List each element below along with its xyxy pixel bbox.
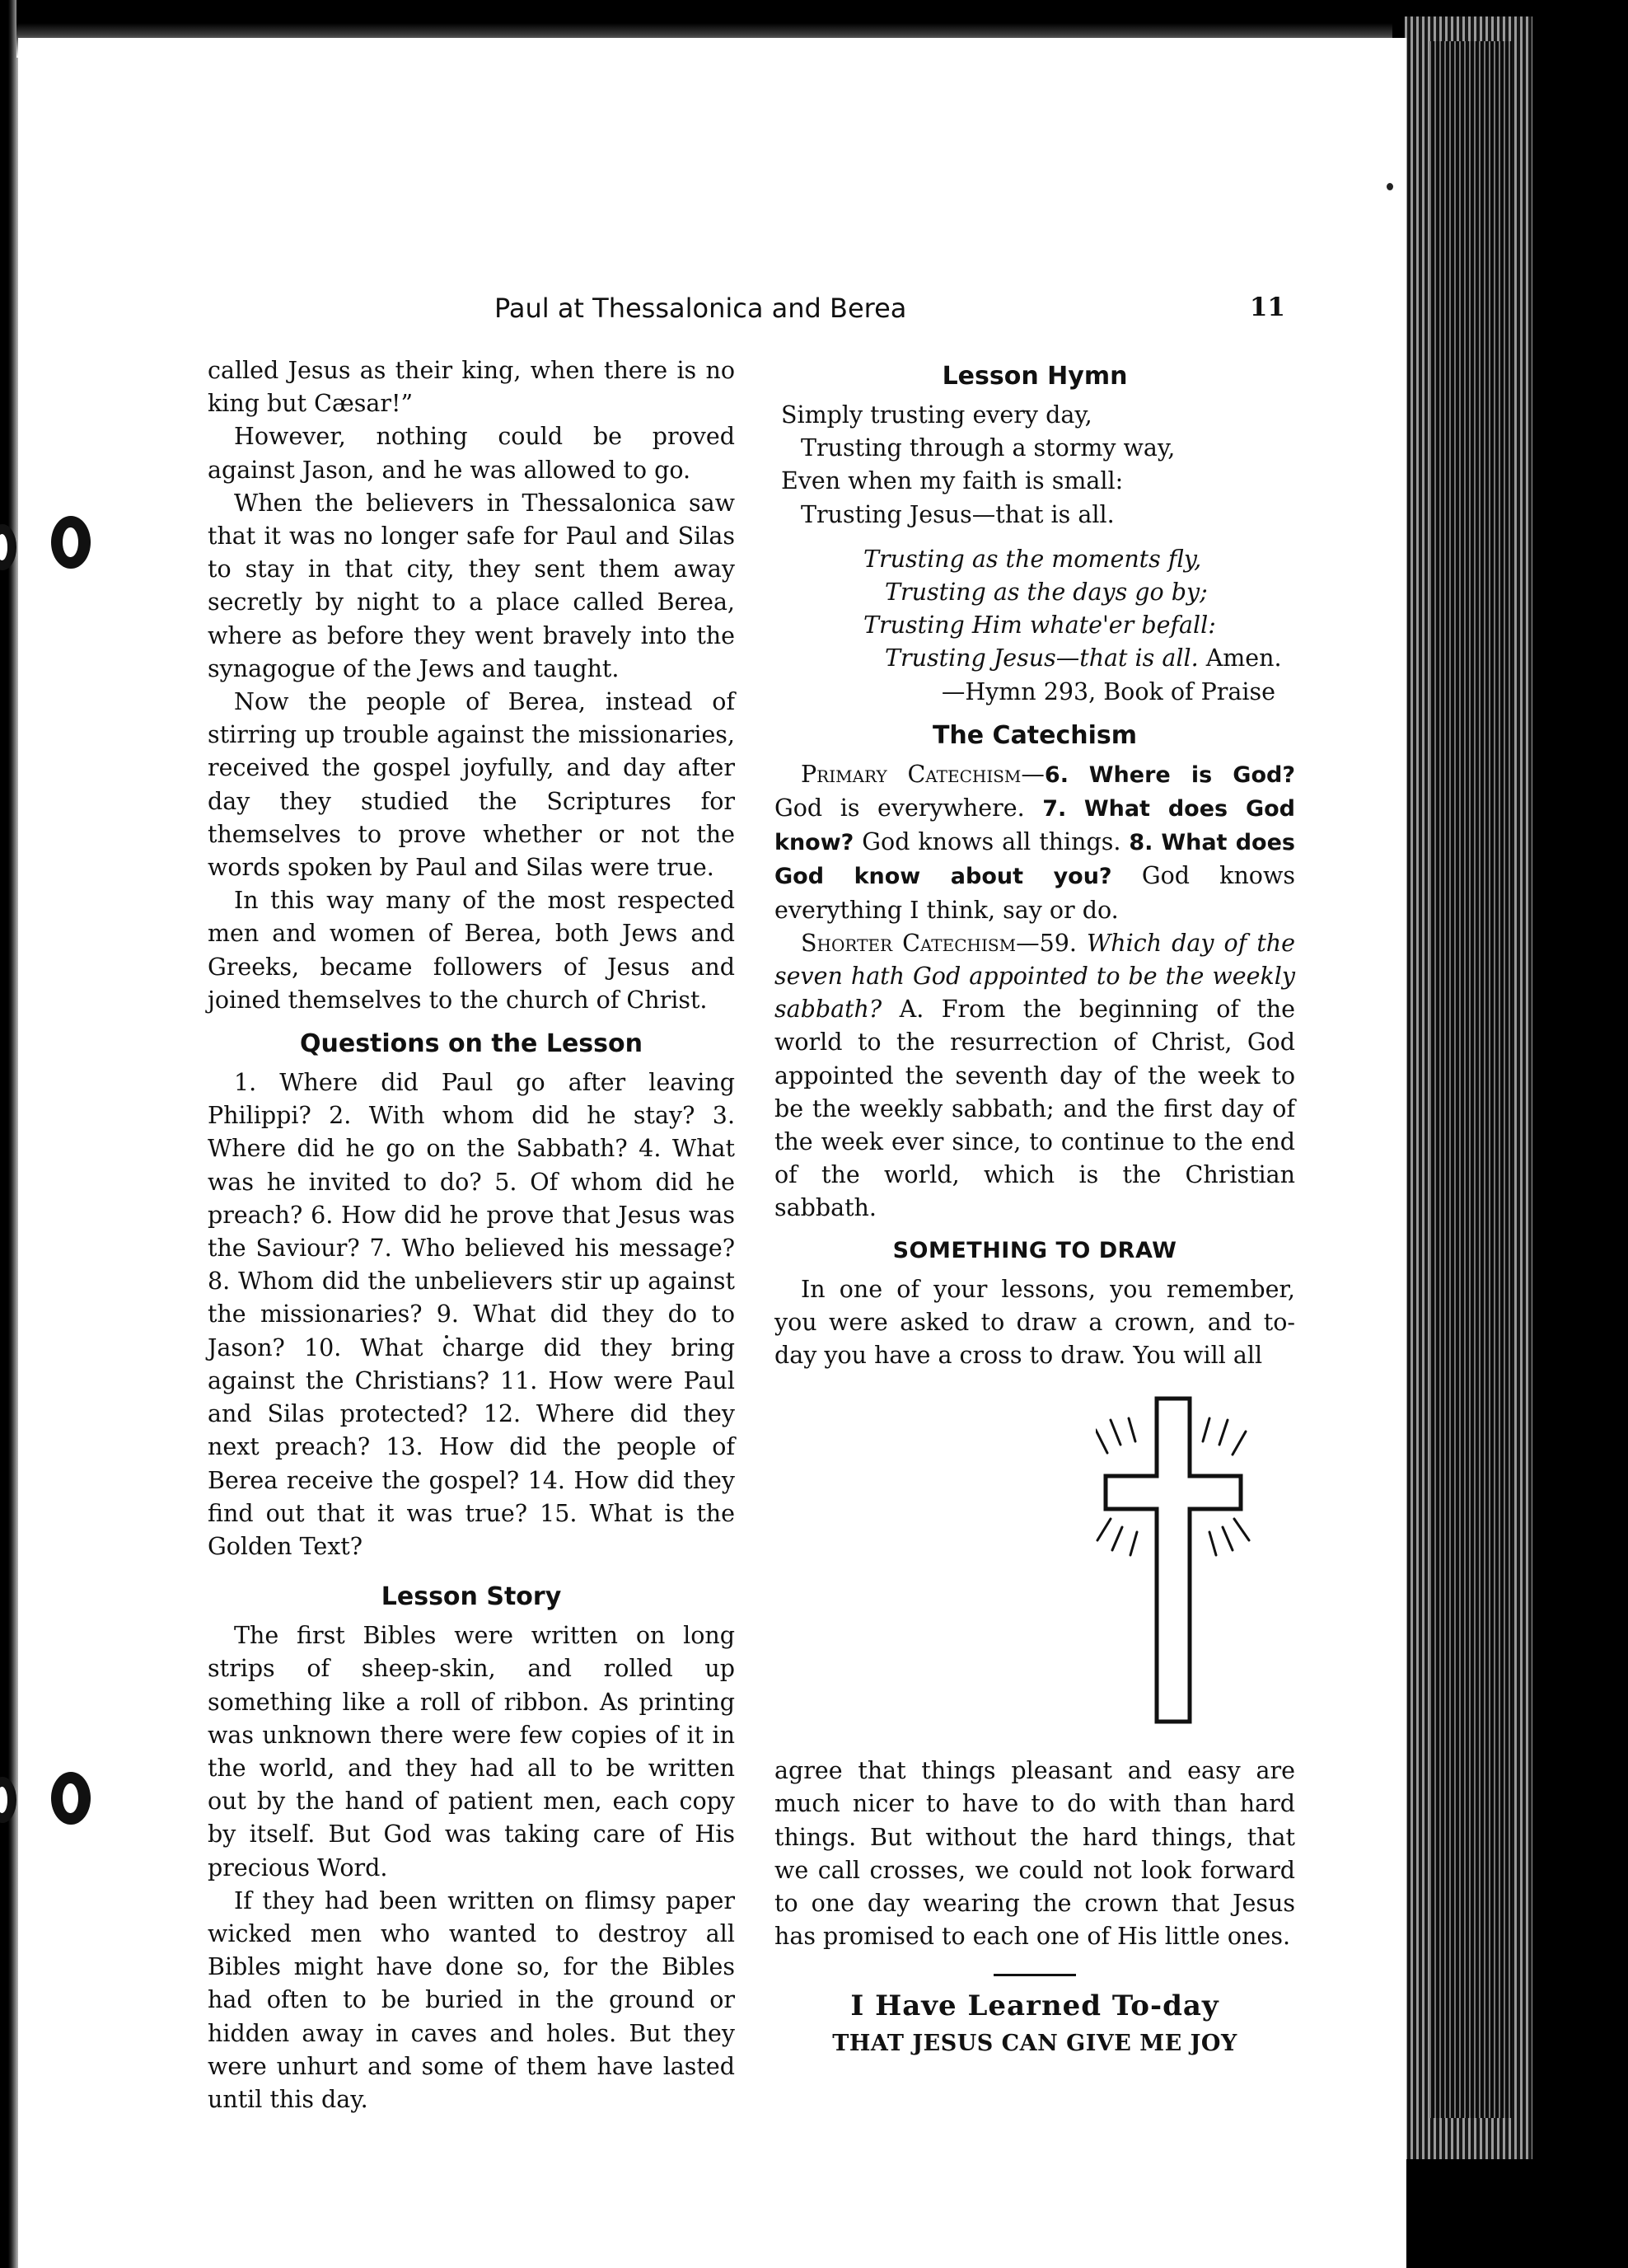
right-column [774, 354, 1295, 2060]
catechism-answer: God knows all things. [862, 828, 1121, 856]
paragraph: called Jesus as their king, when there is no king but Cæsar!” [208, 357, 735, 418]
hymn-line: Even when my faith is small: [781, 467, 1124, 495]
hymn-line: Trusting through a stormy way, [801, 434, 1176, 462]
hymn-refrain-line: Trusting as the moments fly, [863, 545, 1202, 573]
something-to-draw-heading: SOMETHING TO DRAW [892, 1237, 1177, 1263]
catechism-question: What does God know about you? [774, 830, 1295, 890]
catechism-question: Which day of the seven hath God appointed to be the weekly sabbath? [774, 929, 1295, 1024]
book-page-stack-inner [1429, 41, 1512, 2118]
primary-catechism: Primary Catechism—6. Where is God? God is everywhere. 7. What does God know? God knows all things. 8. What does God know about you? God knows everything I think, say or do. [774, 760, 1295, 924]
paragraph: agree that things pleasant and easy are much nicer to have to do with than hard things. But without the hard things, that we call crosses, we could not look forward to one day wearing the crown that Jesus has promised to each one of His little ones. [774, 1757, 1295, 1951]
paragraph: The first Bibles were written on long strips of sheep-skin, and rolled up something like a roll of ribbon. As printing was unknown there were few copies of it in the world, and they had all to be written out by the hand of patient men, each copy by itself. But God was taking care of His precious Word. [208, 1622, 735, 1881]
lesson-hymn-heading: Lesson Hymn [942, 362, 1128, 391]
hymn-refrain-line: Trusting Him whate'er befall: [863, 612, 1216, 640]
catechism-heading: The Catechism [932, 720, 1138, 750]
paragraph: However, nothing could be proved against Jason, and he was allowed to go. [208, 423, 735, 484]
divider-rule [994, 1974, 1076, 1976]
cross-drawing-area [774, 1372, 1295, 1755]
running-header [494, 293, 1318, 334]
primary-catechism-label: Primary Catechism [801, 760, 1022, 788]
cross-outline [1106, 1399, 1241, 1722]
question-number: 6. [1044, 761, 1069, 788]
left-column [208, 354, 735, 2116]
question-number: 59. [1039, 929, 1077, 957]
question-number: 8. [1129, 830, 1153, 856]
shorter-catechism-label: Shorter Catechism [801, 929, 1017, 957]
paragraph: If they had been written on flimsy paper wicked men who wanted to destroy all Bibles might have done so, for the Bibles had often to be buried in the ground or hidden away in caves and holes. But they were unhurt and some of them have lasted until this day. [208, 1886, 735, 2113]
hymn-refrain-line [774, 642, 1295, 675]
learned-today-heading: I Have Learned To-day [850, 1989, 1219, 2022]
catechism-answer: God is everywhere. [774, 794, 1025, 822]
learned-today-text: THAT JESUS CAN GIVE ME JOY [832, 2030, 1237, 2056]
catechism-question: What does God know? [774, 796, 1295, 856]
catechism-answer: God knows everything I think, say or do. [774, 862, 1295, 924]
lesson-story-heading: Lesson Story [381, 1582, 562, 1612]
binding-hole-bottom [51, 1772, 91, 1825]
cross-illustration [1096, 1395, 1252, 1725]
question-number: 7. [1042, 796, 1067, 822]
chapter-title: Paul at Thessalonica and Berea [494, 293, 907, 324]
hymn-source: —Hymn 293, Book of Praise [941, 677, 1275, 705]
hymn-line: Trusting Jesus—that is all. [801, 500, 1115, 528]
paragraph: In one of your lessons, you remember, you were asked to draw a crown, and to-day you have a cross to draw. You will all [774, 1275, 1295, 1370]
ink-speck [1387, 183, 1393, 190]
amen: Amen. [1205, 644, 1282, 672]
questions-text: 1. Where did Paul go after leaving Philippi? 2. With whom did he stay? 3. Where did he go on the Sabbath? 4. What was he invited to do? 5. Of whom did he preach? 6. How did he prove that Jesus was the Saviour? 7. Who believed his message? 8. Whom did the unbelievers stir up against the missionaries? 9. What did they do to Jason? 10. What charge did they bring against the Christians? 11. How were Paul and Silas protected? 12. Where did they next preach? 13. How did the people of Berea receive the gospel? 14. How did they find out that it was true? 15. What is the Golden Text? [208, 1069, 735, 1560]
paragraph: Now the people of Berea, instead of stirring up trouble against the missionaries, received the gospel joyfully, and day after day they studied the Scriptures for themselves to prove whether or not the words spoken by Paul and Silas were true. [208, 688, 735, 882]
paragraph: When the believers in Thessalonica saw that it was no longer safe for Paul and Silas to stay in that city, they sent them away secretly by night to a place called Berea, where as before they went bravely into the synagogue of the Jews and taught. [208, 489, 735, 682]
page-number: 11 [1249, 293, 1285, 322]
catechism-question: Where is God? [1088, 761, 1295, 788]
shorter-catechism: Shorter Catechism—59. Which day of the seven hath God appointed to be the weekly sabbath? A. From the beginning of the world to the resurrection of Christ, God appointed the seventh day of the week to be the weekly sabbath; and the first day of the week ever since, to continue to the end of the world, which is the Christian sabbath. [774, 929, 1296, 1222]
catechism-answer: A. From the beginning of the world to the resurrection of Christ, God appointed the seventh day of the week to be the weekly sabbath; and the first day of the week ever since, to continue to the end of the world, which is the Christian sabbath. [774, 996, 1296, 1222]
paragraph: In this way many of the most respected men and women of Berea, both Jews and Greeks, became followers of Jesus and joined themselves to the church of Christ. [208, 887, 735, 1014]
hymn-refrain-line: Trusting as the days go by; [885, 579, 1208, 607]
questions-heading: Questions on the Lesson [299, 1029, 643, 1059]
refrain-text: Trusting Jesus—that is all. [885, 644, 1199, 672]
hymn-line: Simply trusting every day, [781, 401, 1092, 429]
binding-hole-top [51, 516, 91, 569]
